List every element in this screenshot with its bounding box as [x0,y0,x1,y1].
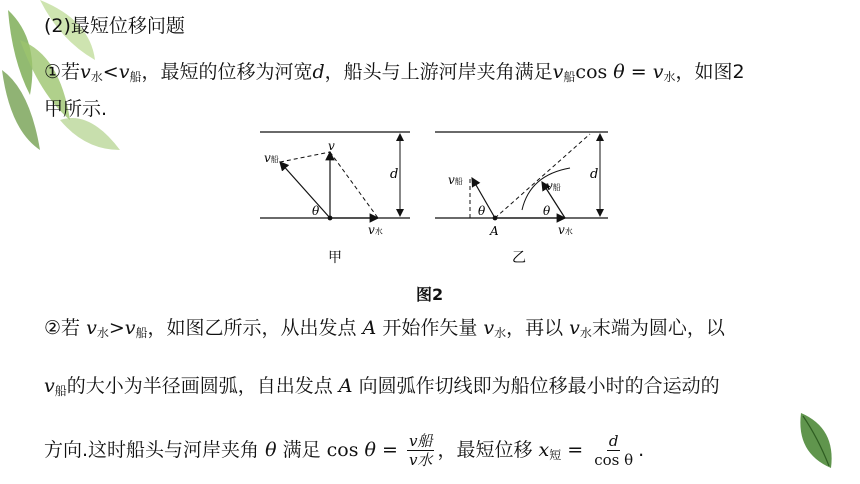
caption-left: 甲 [328,250,342,266]
fraction-v-ratio [407,432,434,469]
origin-point [328,216,333,221]
label: d [390,167,399,182]
cos-text: 满足 cos [276,439,365,461]
sub-water: 水 [96,326,109,340]
label: v水 [368,223,383,237]
theta-symbol: θ [613,61,625,83]
v-symbol: v [86,317,97,339]
fraction-denominator: cos θ [594,451,634,469]
leaf-small-icon [786,408,846,478]
text: 的大小为半径画圆弧，自出发点 [66,375,339,397]
fraction-numerator: v船 [408,432,433,450]
label: θ [312,204,320,218]
text: 末端为圆心，以 [591,317,725,339]
case2-line3 [44,432,644,469]
label: θ [543,204,551,218]
d-symbol: d [312,61,325,83]
equals-sign: = [624,61,653,83]
case2-line1 [44,316,725,345]
sub-boat: 船 [135,326,148,340]
equals-sign: = [561,439,590,461]
fraction-d-over-cos [592,432,635,469]
v-symbol: v [552,61,564,83]
sub-boat: 船 [129,70,142,84]
sub-boat: 船 [563,70,576,84]
sub-water: 水 [494,326,507,340]
dashed-line [330,152,378,218]
text: ，再以 [506,317,570,339]
A-symbol: A [362,317,377,339]
label: v船 [448,173,463,187]
text: ，最短位移 [437,439,539,461]
v-symbol: v [44,375,55,397]
gt-sign: > [108,317,125,339]
v-symbol: v [569,317,580,339]
label: θ [478,204,486,218]
text: 向圆弧作切线即为船位移最小时的合运动的 [352,375,720,397]
diagram-left [260,132,410,266]
figure-title: 图2 [416,285,444,304]
fraction-numerator: d [608,432,619,450]
label: v船 [264,151,279,165]
text: 开始作矢量 [376,317,484,339]
v-symbol: v [124,317,136,339]
label: d [590,167,599,182]
text: 方向.这时船头与河岸夹角 [44,439,266,461]
sub-short: 短 [549,448,562,462]
sub-water: 水 [663,70,676,84]
figure-2 [250,120,620,270]
case1-line1 [44,60,745,89]
case1-text-c: ，如图2 [675,61,745,83]
text: ②若 [44,317,87,339]
label: v [328,139,335,153]
case1-marker: ①若 [44,61,81,83]
label: v船 [546,179,561,193]
v-symbol: v [483,317,495,339]
theta-symbol: θ [265,439,277,461]
v-symbol: v [652,61,664,83]
v-symbol: v [118,61,130,83]
lt-sign: < [102,61,119,83]
caption-right: 乙 [512,250,526,266]
label: v水 [558,223,573,237]
fraction-denominator: v水 [408,451,433,469]
sub-water: 水 [579,326,592,340]
v-boat-arrow [280,162,330,218]
dashed-line [280,152,330,162]
point-A [493,216,498,221]
label: A [490,224,499,238]
cos-text: cos [575,61,614,83]
x-symbol: x [538,439,550,461]
A-symbol: A [338,375,353,397]
case2-line2 [44,374,720,403]
sub-water: 水 [90,70,103,84]
period: . [638,439,645,461]
sub-boat: 船 [54,384,67,398]
case1-line2: 甲所示. [44,98,108,120]
v-symbol: v [80,61,91,83]
case1-text-b: ，船头与上游河岸夹角满足 [324,61,553,83]
diagram-right [435,132,608,266]
text: ，如图乙所示，从出发点 [147,317,363,339]
section-heading: (2)最短位移问题 [44,15,185,37]
equals-sign: = [375,439,404,461]
theta-symbol: θ [364,439,376,461]
case1-text-a: ，最短的位移为河宽 [141,61,313,83]
